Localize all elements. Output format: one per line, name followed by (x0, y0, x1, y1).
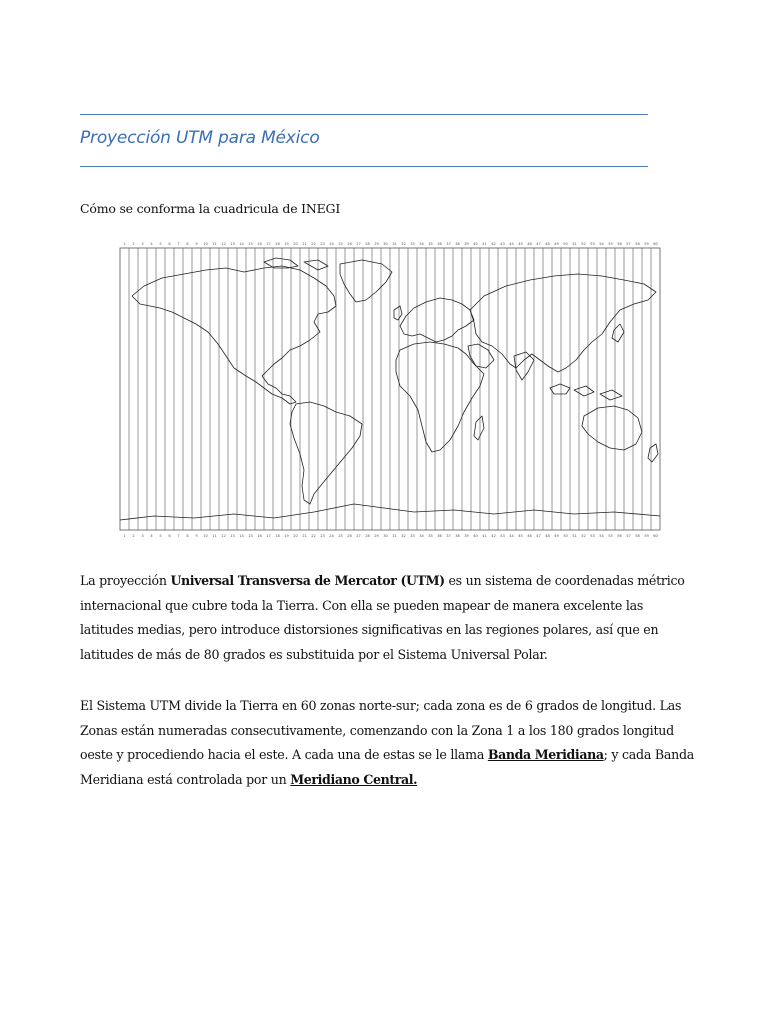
paragraph-text: El Sistema UTM divide la Tierra en 60 zonas norte-sur; cada zona es de 6 grados de longitud. Las Zonas están numeradas consecutivamente, comenzando con la Zona 1 a los 180 grados longitud oeste y procediendo hacia el este. A cada una de estas se le llama (80, 698, 682, 762)
europe-outline (400, 298, 474, 342)
zone-number-label: 43 (500, 242, 505, 246)
zone-number-label: 10 (203, 534, 208, 538)
zone-number-label: 42 (491, 534, 496, 538)
zone-number-label: 4 (150, 242, 153, 246)
zone-number-label: 32 (401, 534, 406, 538)
zone-number-label: 1 (123, 534, 126, 538)
zone-number-label: 52 (581, 534, 586, 538)
zone-number-label: 50 (563, 534, 568, 538)
zone-number-label: 47 (536, 242, 541, 246)
zone-number-label: 30 (383, 534, 388, 538)
figure-caption: Cómo se conforma la cuadricula de INEGI (80, 201, 341, 216)
india-outline (514, 352, 534, 380)
zone-number-label: 17 (266, 534, 271, 538)
zone-number-label: 40 (473, 534, 478, 538)
utm-world-map (114, 238, 666, 540)
zone-number-label: 58 (635, 534, 640, 538)
greenland-outline (340, 260, 392, 302)
zone-number-label: 44 (509, 534, 514, 538)
zone-number-label: 37 (446, 534, 451, 538)
zone-number-label: 57 (626, 242, 631, 246)
zone-number-label: 21 (302, 534, 307, 538)
madagascar-outline (474, 416, 484, 440)
british-isles-outline (394, 306, 402, 320)
north-america-outline (132, 266, 336, 404)
zone-number-label: 15 (248, 242, 253, 246)
paragraph-text: La proyección (80, 573, 171, 588)
zone-number-label: 56 (617, 242, 622, 246)
utm-grid-figure (114, 238, 666, 540)
zone-number-label: 4 (150, 534, 153, 538)
zone-number-label: 45 (518, 534, 523, 538)
zone-number-label: 2 (132, 242, 135, 246)
zone-number-label: 19 (284, 534, 289, 538)
zone-number-label: 17 (266, 242, 271, 246)
zone-number-label: 7 (177, 534, 180, 538)
zone-number-label: 16 (257, 534, 262, 538)
zone-number-label: 24 (329, 242, 334, 246)
zone-number-label: 21 (302, 242, 307, 246)
zone-number-label: 13 (230, 242, 235, 246)
paragraph-utm-definition (80, 569, 700, 667)
top-rule (80, 114, 648, 115)
zone-number-label: 50 (563, 242, 568, 246)
zone-number-label: 39 (464, 534, 469, 538)
zone-number-label: 51 (572, 242, 577, 246)
paragraph-utm-zones (80, 694, 700, 792)
zone-number-label: 24 (329, 534, 334, 538)
zone-number-label: 10 (203, 242, 208, 246)
zone-number-label: 8 (186, 242, 189, 246)
zone-number-label: 53 (590, 534, 595, 538)
zone-number-label: 46 (527, 242, 532, 246)
zone-number-label: 59 (644, 242, 649, 246)
zone-number-label: 25 (338, 534, 343, 538)
zone-number-label: 36 (437, 534, 442, 538)
zone-number-label: 60 (653, 242, 658, 246)
zone-number-label: 52 (581, 242, 586, 246)
zone-number-label: 22 (311, 242, 316, 246)
zone-number-label: 28 (365, 242, 370, 246)
zone-meridian-lines (129, 248, 651, 530)
zone-number-label: 8 (186, 534, 189, 538)
zone-number-label: 18 (275, 242, 280, 246)
term-utm: Universal Transversa de Mercator (UTM) (170, 573, 445, 588)
zone-number-label: 31 (392, 534, 397, 538)
zone-number-label: 6 (168, 534, 171, 538)
zone-number-label: 3 (141, 242, 144, 246)
zone-number-label: 36 (437, 242, 442, 246)
page-title: Proyección UTM para México (80, 128, 320, 148)
zone-number-label: 35 (428, 242, 433, 246)
zone-number-label: 48 (545, 534, 550, 538)
zone-number-label: 58 (635, 242, 640, 246)
zone-number-label: 27 (356, 534, 361, 538)
zone-number-label: 55 (608, 242, 613, 246)
zone-number-label: 35 (428, 534, 433, 538)
zone-number-label: 14 (239, 534, 244, 538)
zone-number-label: 19 (284, 242, 289, 246)
zone-number-label: 14 (239, 242, 244, 246)
zone-number-label: 55 (608, 534, 613, 538)
zone-number-label: 44 (509, 242, 514, 246)
zone-number-label: 3 (141, 534, 144, 538)
zone-number-label: 22 (311, 534, 316, 538)
arabia-outline (468, 344, 494, 368)
zone-number-label: 53 (590, 242, 595, 246)
zone-number-label: 11 (212, 242, 217, 246)
zone-number-label: 26 (347, 534, 352, 538)
zone-number-label: 41 (482, 242, 487, 246)
zone-number-label: 56 (617, 534, 622, 538)
zone-number-label: 49 (554, 534, 559, 538)
zone-number-label: 20 (293, 242, 298, 246)
zone-number-label: 38 (455, 534, 460, 538)
zone-number-label: 28 (365, 534, 370, 538)
term-meridiano-central: Meridiano Central. (290, 771, 418, 787)
zone-number-label: 12 (221, 534, 226, 538)
zone-number-label: 41 (482, 534, 487, 538)
zone-number-label: 43 (500, 534, 505, 538)
zone-number-label: 12 (221, 242, 226, 246)
zone-number-label: 32 (401, 242, 406, 246)
zone-number-label: 23 (320, 242, 325, 246)
zone-number-label: 31 (392, 242, 397, 246)
zone-number-label: 9 (195, 534, 198, 538)
zone-number-label: 6 (168, 242, 171, 246)
zone-number-label: 34 (419, 242, 424, 246)
zone-number-label: 60 (653, 534, 658, 538)
zone-number-label: 15 (248, 534, 253, 538)
zone-number-label: 54 (599, 242, 604, 246)
zone-number-label: 49 (554, 242, 559, 246)
zone-number-label: 5 (159, 534, 162, 538)
japan-outline (612, 324, 624, 342)
zone-number-label: 57 (626, 534, 631, 538)
zone-number-label: 33 (410, 534, 415, 538)
zone-number-label: 47 (536, 534, 541, 538)
zone-number-label: 40 (473, 242, 478, 246)
zone-number-label: 18 (275, 534, 280, 538)
paragraph-text: ; y cada Banda Meridiana está controlada por un (80, 747, 695, 787)
zone-labels-top (123, 242, 658, 246)
zone-number-label: 20 (293, 534, 298, 538)
zone-number-label: 48 (545, 242, 550, 246)
zone-number-label: 23 (320, 534, 325, 538)
zone-number-label: 2 (132, 534, 135, 538)
bottom-rule (80, 166, 648, 167)
zone-number-label: 16 (257, 242, 262, 246)
zone-number-label: 5 (159, 242, 162, 246)
new-zealand-outline (648, 444, 658, 462)
zone-number-label: 25 (338, 242, 343, 246)
zone-number-label: 29 (374, 534, 379, 538)
zone-number-label: 13 (230, 534, 235, 538)
arctic-islands-outline (264, 258, 328, 270)
zone-number-label: 29 (374, 242, 379, 246)
zone-number-label: 46 (527, 534, 532, 538)
zone-number-label: 51 (572, 534, 577, 538)
zone-number-label: 39 (464, 242, 469, 246)
zone-number-label: 7 (177, 242, 180, 246)
zone-number-label: 26 (347, 242, 352, 246)
zone-number-label: 37 (446, 242, 451, 246)
zone-labels-bottom (123, 534, 658, 538)
zone-number-label: 27 (356, 242, 361, 246)
zone-number-label: 59 (644, 534, 649, 538)
term-banda-meridiana: Banda Meridiana (487, 747, 604, 762)
zone-number-label: 45 (518, 242, 523, 246)
zone-number-label: 33 (410, 242, 415, 246)
paragraph-text: es un sistema de coordenadas métrico internacional que cubre toda la Tierra. Con ella se pueden mapear de manera excelente las latitudes medias, pero introduce distorsiones significativas en las regiones polares, así que en latitudes de más de 80 grados es substituida por el Sistema Universal Polar. (80, 573, 685, 662)
zone-number-label: 38 (455, 242, 460, 246)
south-america-outline (290, 402, 362, 504)
zone-number-label: 9 (195, 242, 198, 246)
zone-number-label: 11 (212, 534, 217, 538)
zone-number-label: 54 (599, 534, 604, 538)
zone-number-label: 34 (419, 534, 424, 538)
zone-number-label: 30 (383, 242, 388, 246)
zone-number-label: 1 (123, 242, 126, 246)
zone-number-label: 42 (491, 242, 496, 246)
